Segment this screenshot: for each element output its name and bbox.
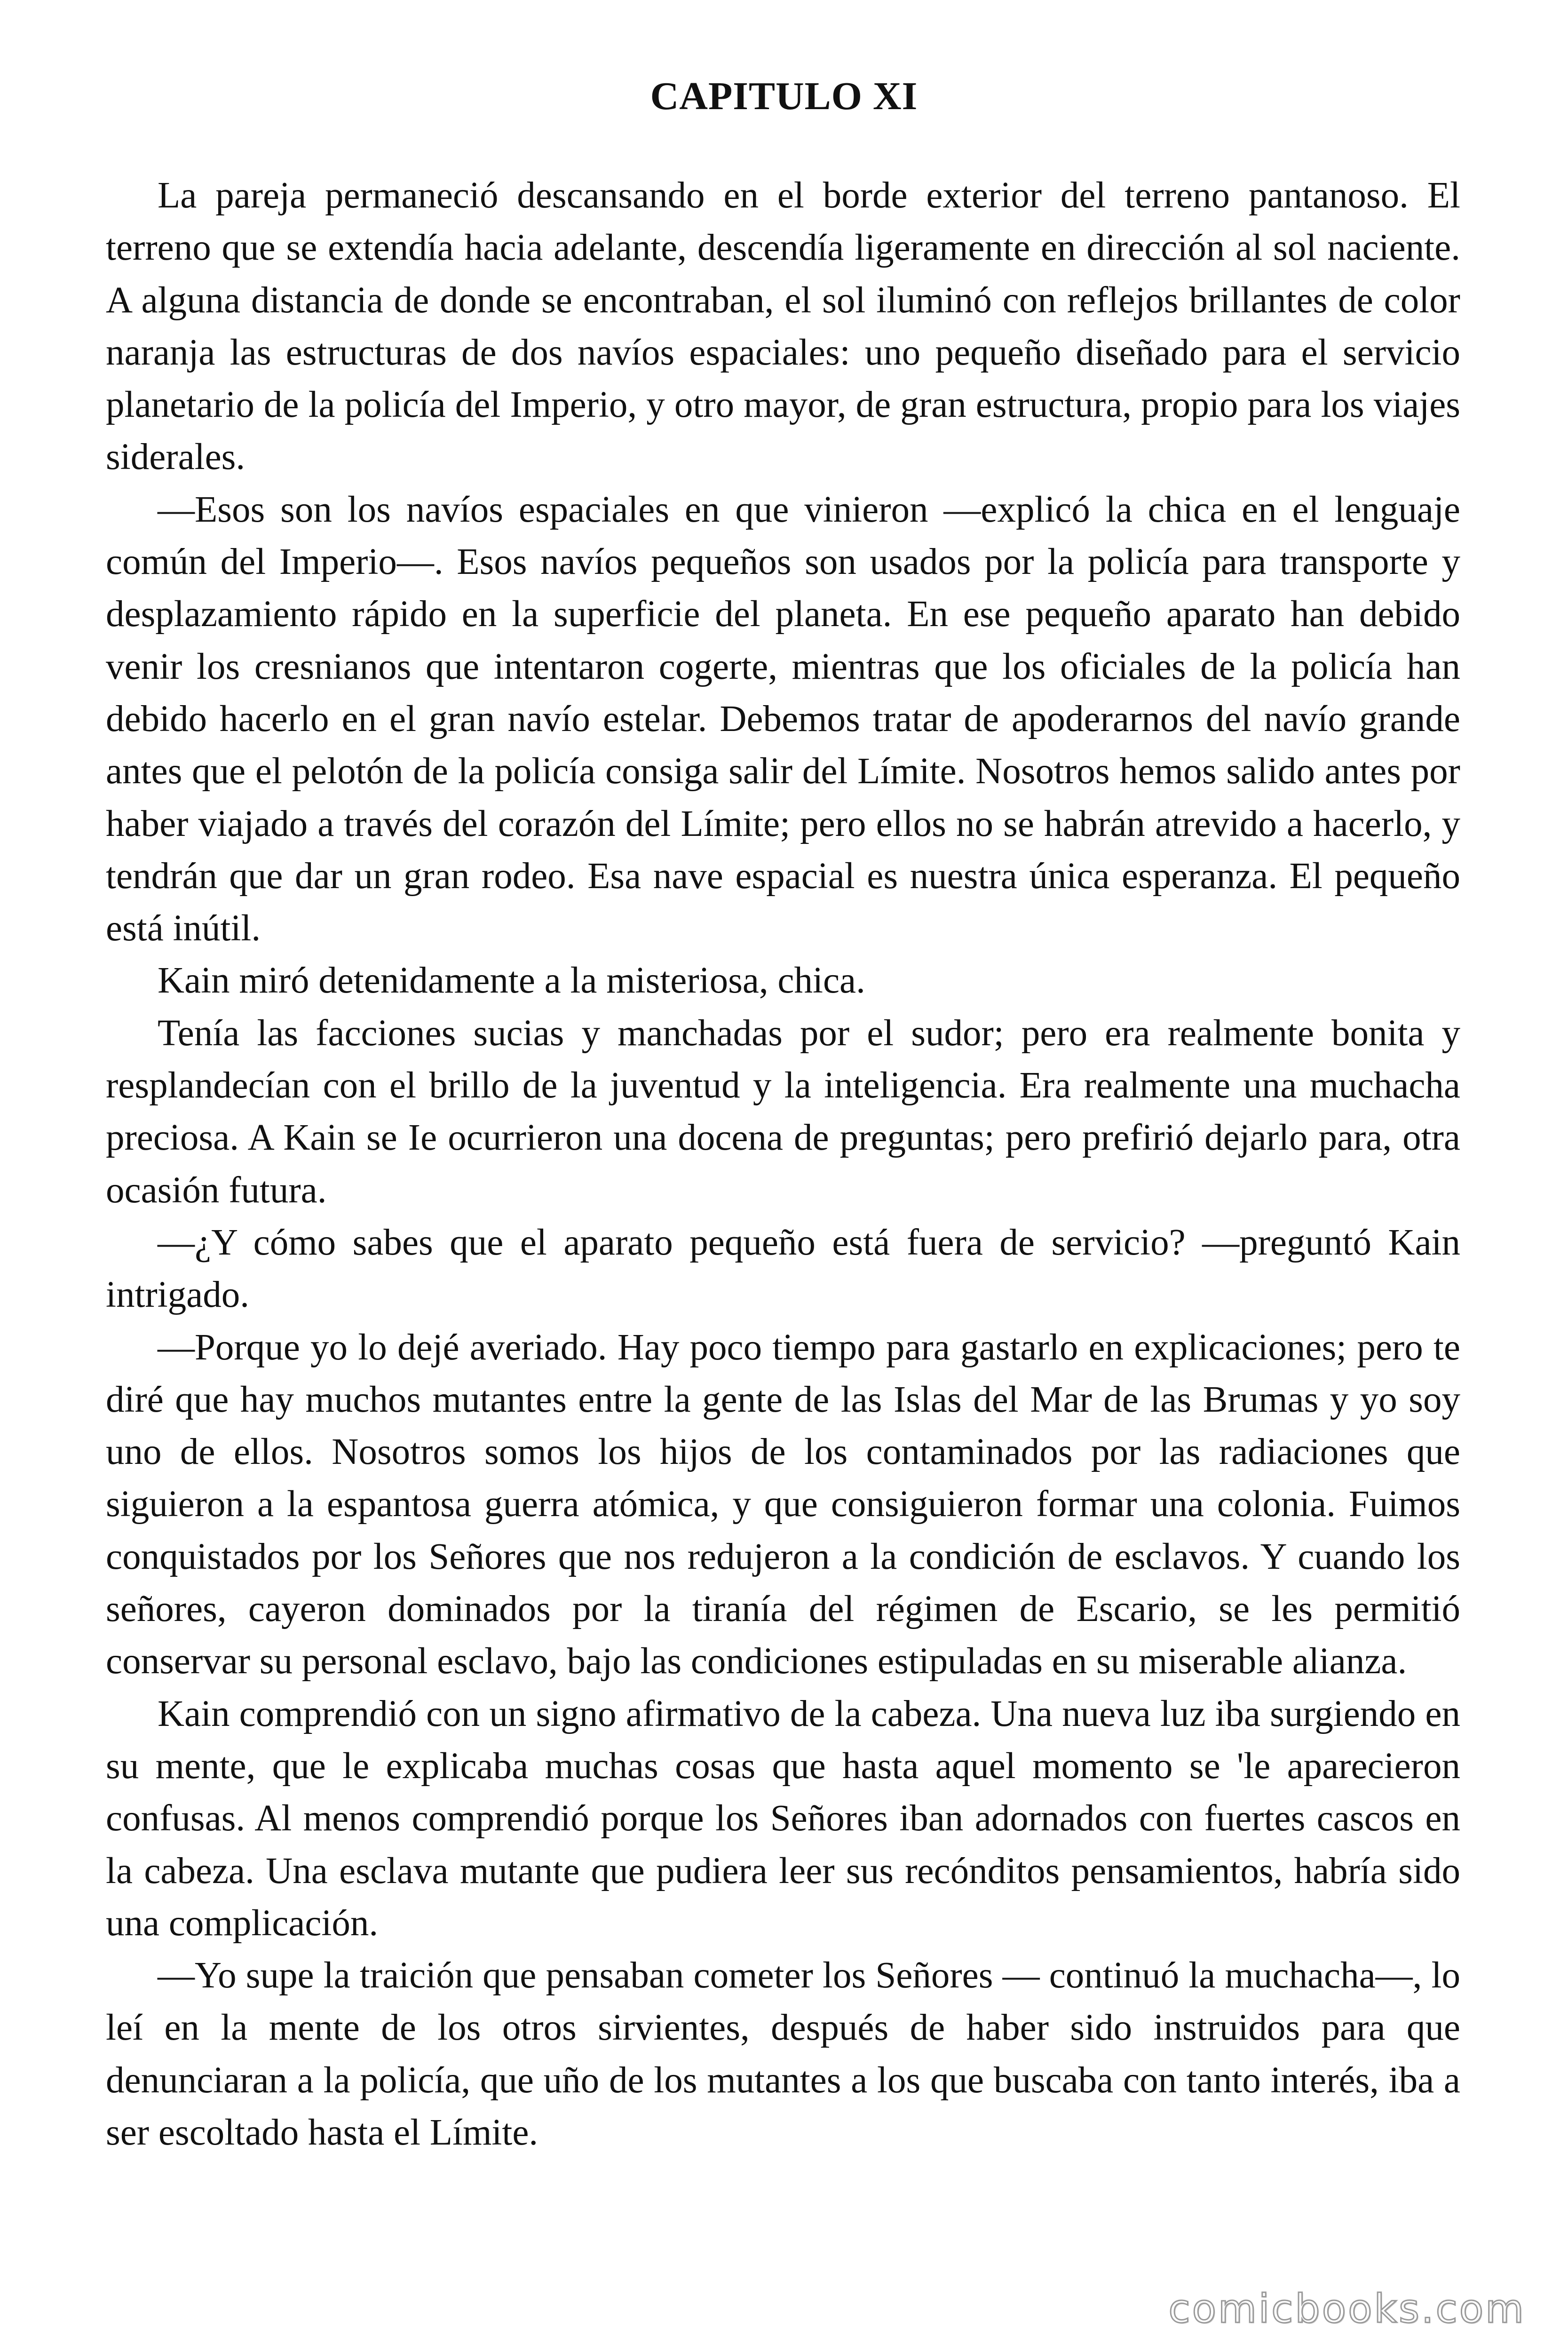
paragraph-4: Tenía las facciones sucias y manchadas por el sudor; pero era realmente bonita y resplandecían con el brillo de la juventud y la inteligencia. Era realmente una muchacha preciosa. A Kain se Ie ocurrieron una docena de preguntas; pero prefirió dejarlo para, otra ocasión futura.	[106, 1012, 1460, 1211]
body-text	[106, 169, 1460, 2159]
paragraph-5: —¿Y cómo sabes que el aparato pequeño está fuera de servicio? —preguntó Kain intrigado.	[106, 1222, 1460, 1316]
watermark: comicbooks.com	[1168, 2286, 1526, 2332]
paragraph-8: —Yo supe la traición que pensaban cometer los Señores — continuó la muchacha—, lo leí en la mente de los otros sirvientes, después de haber sido instruidos para que denunciaran a la policía, que uño de los mutantes a los que buscaba con tanto interés, iba a ser escoltado hasta el Límite.	[106, 1955, 1460, 2153]
paragraph-6: —Porque yo lo dejé averiado. Hay poco tiempo para gastarlo en explicaciones; pero te diré que hay muchos mutantes entre la gente de las Islas del Mar de las Brumas y yo soy uno de ellos. Nosotros somos los hijos de los contaminados por las radiaciones que siguieron a la espantosa guerra atómica, y que consiguieron formar una colonia. Fuimos conquistados por los Señores que nos redujeron a la condición de esclavos. Y cuando los señores, cayeron dominados por la tiranía del régimen de Escario, se les permitió conservar su personal esclavo, bajo las condiciones estipuladas en su miserable alianza.	[106, 1327, 1460, 1682]
paragraph-7: Kain comprendió con un signo afirmativo de la cabeza. Una nueva luz iba surgiendo en su mente, que le explicaba muchas cosas que hasta aquel momento se 'le aparecieron confusas. Al menos comprendió porque los Señores iban adornados con fuertes cascos en la cabeza. Una esclava mutante que pudiera leer sus recónditos pensamientos, habría sido una complicación.	[106, 1693, 1460, 1944]
paragraph-2: —Esos son los navíos espaciales en que vinieron —explicó la chica en el lenguaje común del Imperio—. Esos navíos pequeños son usados por la policía para transporte y desplazamiento rápido en la superficie del planeta. En ese pequeño aparato han debido venir los cresnianos que intentaron cogerte, mientras que los oficiales de la policía han debido hacerlo en el gran navío estelar. Debemos tratar de apoderarnos del navío grande antes que el pelotón de la policía consiga salir del Límite. Nosotros hemos salido antes por haber viajado a través del corazón del Límite; pero ellos no se habrán atrevido a hacerlo, y tendrán que dar un gran rodeo. Esa nave espacial es nuestra única esperanza. El pequeño está inútil.	[106, 489, 1460, 949]
chapter-title: CAPITULO XI	[650, 74, 918, 118]
paragraph-3: Kain miró detenidamente a la misteriosa, chica.	[158, 960, 865, 1001]
paragraph-1: La pareja permaneció descansando en el borde exterior del terreno pantanoso. El terreno que se extendía hacia adelante, descendía ligeramente en dirección al sol naciente. A alguna distancia de donde se encontraban, el sol iluminó con reflejos brillantes de color naranja las estructuras de dos navíos espaciales: uno pequeño diseñado para el servicio planetario de la policía del Imperio, y otro mayor, de gran estructura, propio para los viajes siderales.	[106, 175, 1460, 478]
